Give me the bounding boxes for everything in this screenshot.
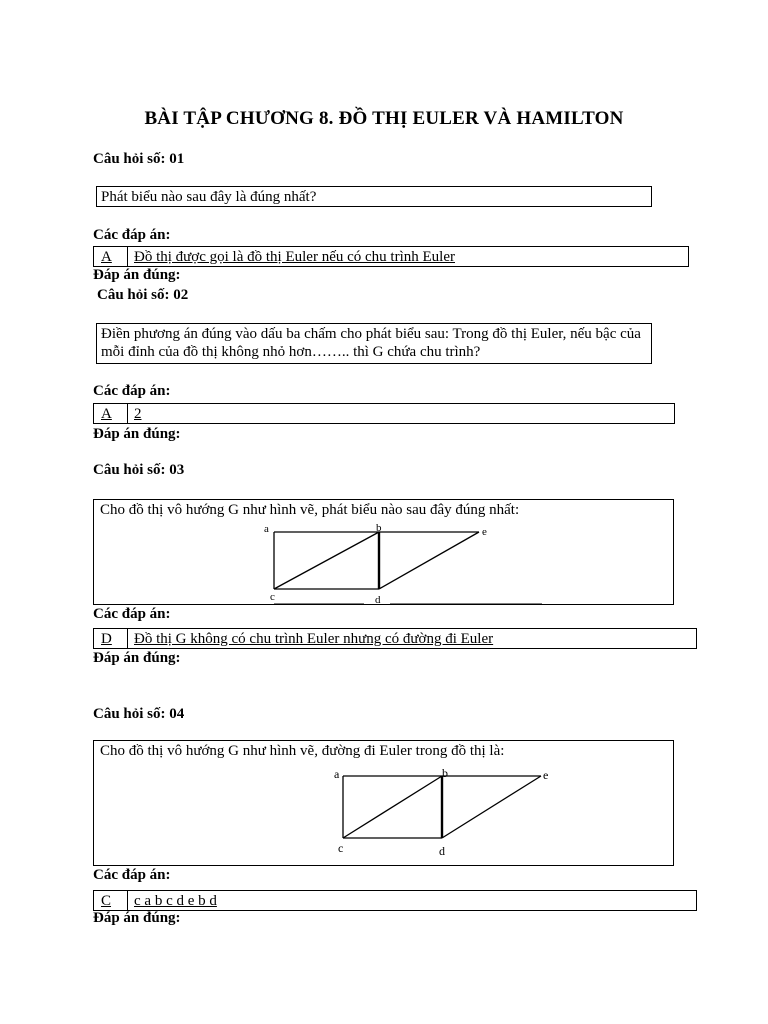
question-4-box xyxy=(93,740,674,866)
question-2-correct-label: Đáp án đúng: xyxy=(93,426,181,442)
question-3-number: Câu hỏi số: 03 xyxy=(93,462,185,478)
vertex-label-e: e xyxy=(482,526,487,538)
question-2-number: Câu hỏi số: 02 xyxy=(97,287,189,303)
edge-c-b xyxy=(343,776,442,838)
question-3-text: Cho đồ thị vô hướng G như hình vẽ, phát biểu nào sau đây đúng nhất: xyxy=(100,502,520,518)
question-3-box xyxy=(93,499,674,605)
answer-text: 2 xyxy=(134,405,142,422)
question-1-answer-row xyxy=(93,246,689,267)
question-1-correct-label: Đáp án đúng: xyxy=(93,267,181,283)
answer-letter: A xyxy=(94,404,128,423)
question-4-graph xyxy=(94,741,675,867)
question-4-correct-label: Đáp án đúng: xyxy=(93,910,181,926)
answer-letter: C xyxy=(94,891,128,910)
question-1-answers-label: Các đáp án: xyxy=(93,227,171,243)
answer-letter: D xyxy=(94,629,128,648)
question-4-answer-row xyxy=(93,890,697,911)
answer-text: Đồ thị G không có chu trình Euler nhưng có đường đi Euler xyxy=(134,630,494,647)
question-3-correct-label: Đáp án đúng: xyxy=(93,650,181,666)
question-4-answers-label: Các đáp án: xyxy=(93,867,171,883)
question-3-graph xyxy=(94,500,675,606)
answer-text: c a b c d e b d xyxy=(134,892,217,909)
vertex-label-b: b xyxy=(376,522,382,534)
vertex-label-c: c xyxy=(338,841,344,855)
question-2-text: Điền phương án đúng vào dấu ba chấm cho phát biểu sau: Trong đồ thị Euler, nếu bậc của mỗi đỉnh của đồ thị không nhỏ hơn…….. thì G chứa chu trình? xyxy=(96,323,652,364)
question-4-number: Câu hỏi số: 04 xyxy=(93,706,185,722)
question-2-answer-row xyxy=(93,403,675,424)
vertex-label-a: a xyxy=(264,523,269,535)
question-2-answers-label: Các đáp án: xyxy=(93,383,171,399)
vertex-label-b: b xyxy=(442,766,448,780)
edge-c-b xyxy=(274,532,379,589)
question-3-answer-row xyxy=(93,628,697,649)
edge-d-e xyxy=(442,776,541,838)
edge-d-e xyxy=(379,532,479,589)
answer-letter: A xyxy=(94,247,128,266)
question-1-text: Phát biểu nào sau đây là đúng nhất? xyxy=(96,186,652,207)
question-3-answers-label: Các đáp án: xyxy=(93,606,171,622)
vertex-label-c: c xyxy=(270,591,275,603)
vertex-label-d: d xyxy=(439,844,445,858)
answer-text: Đồ thị được gọi là đồ thị Euler nếu có chu trình Euler xyxy=(134,248,455,265)
vertex-label-d: d xyxy=(375,594,381,606)
vertex-label-e: e xyxy=(543,768,549,782)
page-title: BÀI TẬP CHƯƠNG 8. ĐỒ THỊ EULER VÀ HAMILTON xyxy=(144,108,624,129)
vertex-label-a: a xyxy=(334,767,340,781)
question-1-number: Câu hỏi số: 01 xyxy=(93,151,185,167)
question-4-text: Cho đồ thị vô hướng G như hình vẽ, đường đi Euler trong đồ thị là: xyxy=(100,743,505,759)
